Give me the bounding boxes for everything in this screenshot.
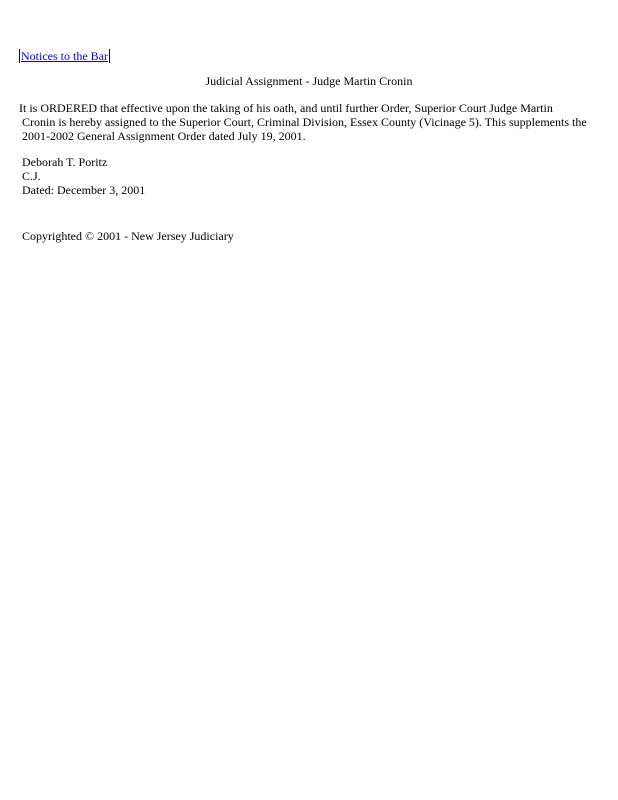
order-line: Cronin is hereby assigned to the Superior Court, Criminal Division, Essex County (Vicinage 5). This supplements the [22, 115, 587, 129]
notices-to-the-bar-link[interactable]: Notices to the Bar [21, 49, 108, 63]
page-title: Judicial Assignment - Judge Martin Cronin [205, 74, 413, 88]
copyright-notice: Copyrighted © 2001 - New Jersey Judiciary [22, 229, 234, 243]
date-line: Dated: December 3, 2001 [22, 183, 146, 197]
signatory-title: C.J. [22, 169, 41, 183]
order-paragraph [19, 101, 599, 143]
signature-block [22, 155, 322, 197]
signatory-name: Deborah T. Poritz [22, 155, 108, 169]
order-line: 2001-2002 General Assignment Order dated July 19, 2001. [22, 129, 306, 143]
navigation-bar [19, 49, 110, 63]
order-line: It is ORDERED that effective upon the taking of his oath, and until further Order, Superior Court Judge Martin [19, 101, 553, 115]
nav-separator-right [109, 49, 110, 63]
